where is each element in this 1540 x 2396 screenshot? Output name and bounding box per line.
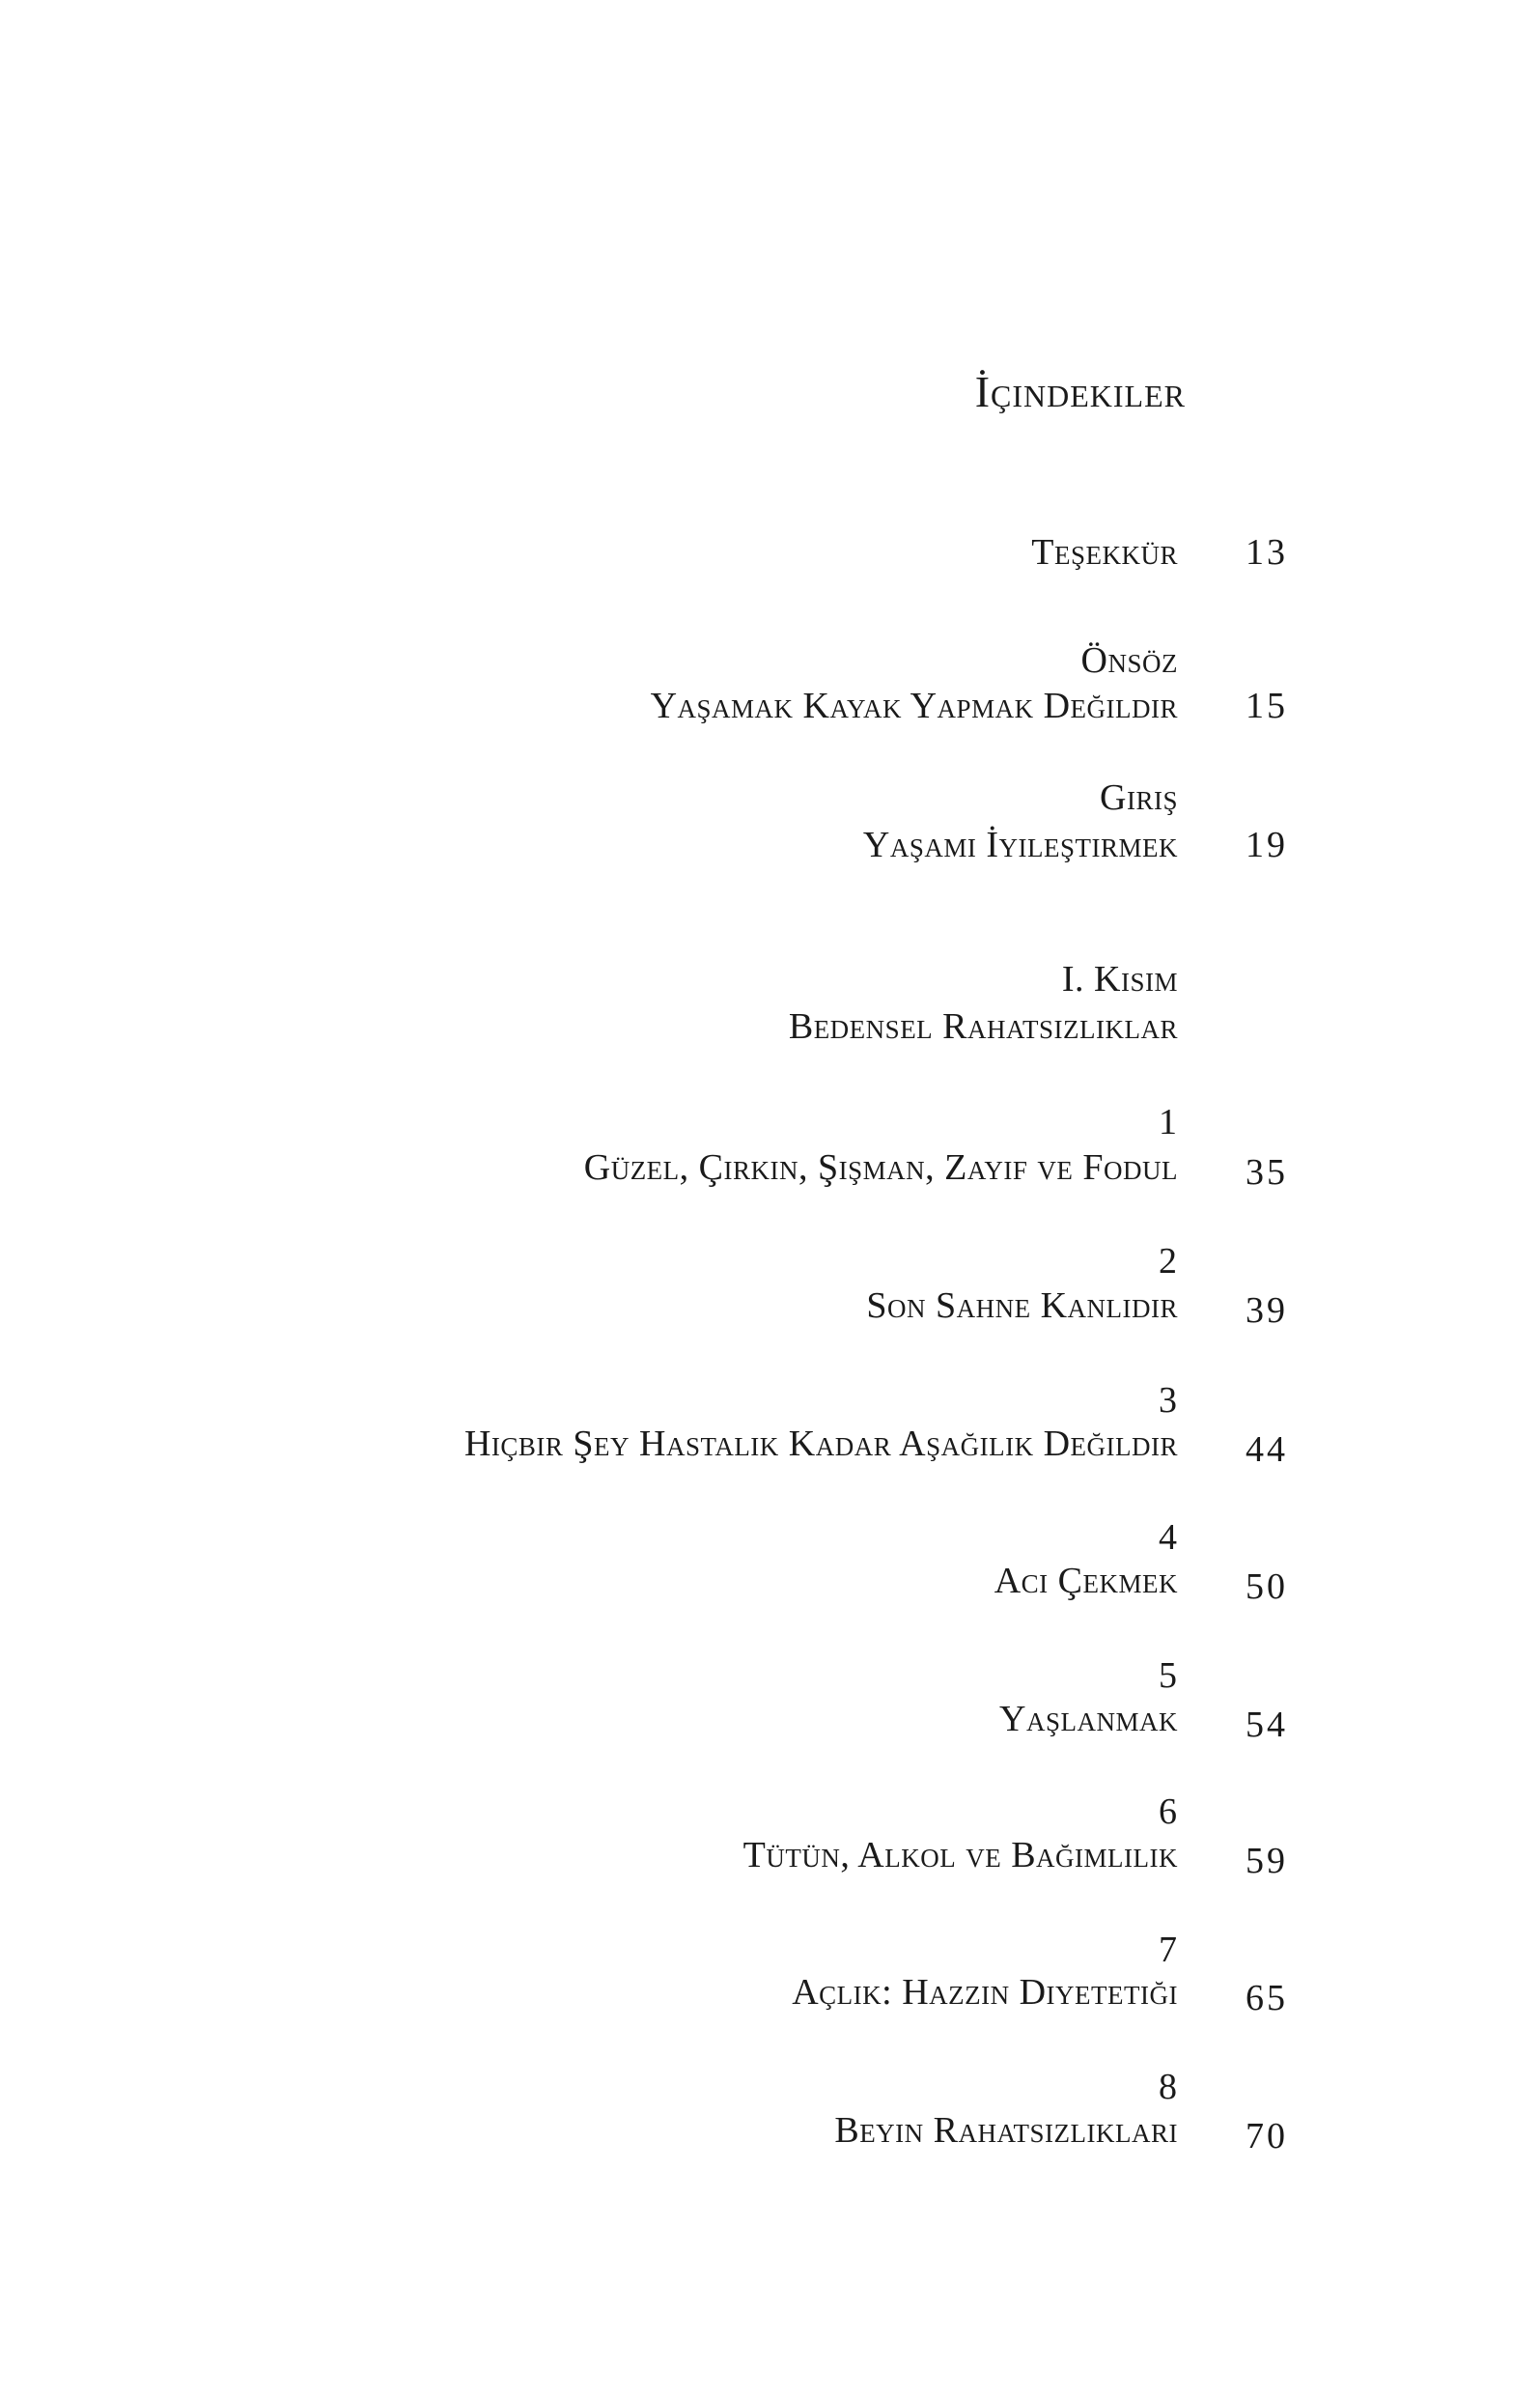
- chapter-title: Açlık: Hazzın Diyetetiği: [792, 1972, 1178, 2013]
- chapter-number: 2: [1159, 1241, 1178, 1282]
- chapter-page: 70: [1246, 2116, 1288, 2156]
- chapter-page: 50: [1246, 1566, 1288, 1607]
- chapter-title: Son Sahne Kanlıdır: [866, 1285, 1178, 1326]
- chapter-title: Beyin Rahatsızlıkları: [834, 2110, 1178, 2151]
- toc-entry-title: Yaşamı İyileştirmek: [862, 825, 1178, 865]
- chapter-number: 7: [1159, 1930, 1178, 1970]
- chapter-number: 5: [1159, 1655, 1178, 1696]
- chapter-title: Hiçbir Şey Hastalık Kadar Aşağılık Değildir: [463, 1424, 1178, 1464]
- chapter-number: 4: [1159, 1517, 1178, 1558]
- chapter-title: Acı Çekmek: [994, 1561, 1178, 1601]
- chapter-page: 65: [1246, 1978, 1288, 2018]
- chapter-number: 1: [1159, 1102, 1178, 1142]
- chapter-page: 35: [1246, 1152, 1288, 1193]
- chapter-number: 8: [1159, 2067, 1178, 2107]
- chapter-number: 3: [1159, 1380, 1178, 1421]
- chapter-title: Yaşlanmak: [999, 1699, 1178, 1739]
- chapter-page: 39: [1246, 1290, 1288, 1331]
- toc-entry-title: Yaşamak Kayak Yapmak Değildir: [650, 686, 1178, 726]
- chapter-title: Güzel, Çirkin, Şişman, Zayıf ve Fodul: [583, 1147, 1178, 1188]
- toc-entry-page: 13: [1246, 532, 1288, 573]
- toc-entry-page: 15: [1246, 686, 1288, 726]
- part-title: Bedensel Rahatsızlıklar: [788, 1006, 1178, 1047]
- chapter-page: 54: [1246, 1705, 1288, 1745]
- chapter-number: 6: [1159, 1791, 1178, 1832]
- page-title: İçindekiler: [974, 367, 1186, 416]
- toc-entry-page: 19: [1246, 825, 1288, 865]
- part-label: I. Kısım: [1061, 959, 1178, 1000]
- toc-entry-heading: Önsöz: [1080, 640, 1178, 681]
- chapter-title: Tütün, Alkol ve Bağımlılık: [742, 1835, 1178, 1875]
- toc-entry-title: Teşekkür: [1031, 532, 1178, 573]
- chapter-page: 59: [1246, 1841, 1288, 1881]
- toc-entry-heading: Giriş: [1100, 777, 1178, 818]
- chapter-page: 44: [1246, 1429, 1288, 1470]
